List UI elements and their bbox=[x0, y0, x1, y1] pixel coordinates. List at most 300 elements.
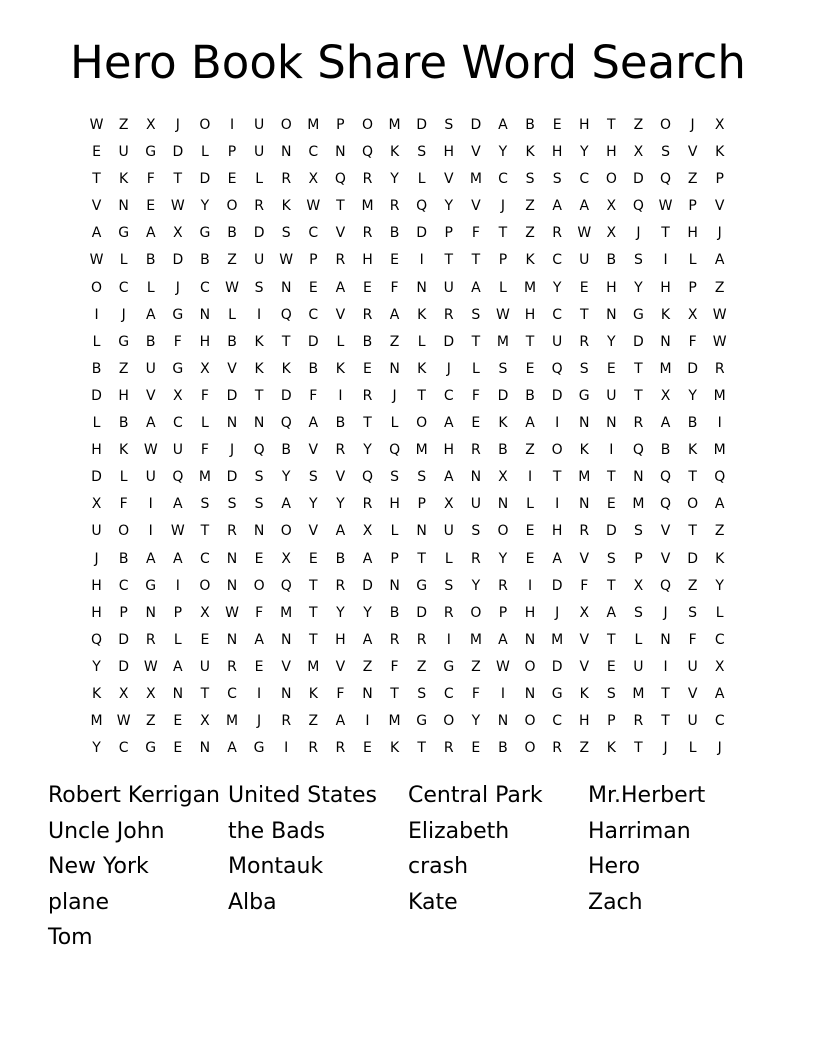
grid-letter: A bbox=[281, 496, 291, 513]
grid-letter: H bbox=[335, 631, 346, 648]
grid-letter: A bbox=[714, 252, 725, 269]
grid-letter: O bbox=[524, 713, 536, 730]
grid-letter: Q bbox=[361, 144, 373, 161]
grid-letter: R bbox=[335, 577, 346, 594]
word-list-item: Tom bbox=[48, 925, 93, 950]
grid-letter: V bbox=[308, 523, 319, 540]
grid-letter: T bbox=[661, 713, 670, 730]
grid-letter: N bbox=[199, 740, 211, 757]
grid-letter: A bbox=[606, 604, 617, 621]
grid-row bbox=[83, 573, 735, 600]
grid-letter: W bbox=[143, 442, 158, 459]
grid-letter: H bbox=[551, 144, 563, 161]
grid-letter: Y bbox=[579, 144, 589, 161]
grid-letter: M bbox=[307, 658, 320, 675]
grid-letter: Z bbox=[687, 171, 698, 188]
grid-letter: E bbox=[525, 550, 535, 567]
grid-letter: X bbox=[145, 117, 156, 133]
grid-letter: R bbox=[470, 442, 481, 459]
grid-letter: N bbox=[470, 469, 482, 486]
grid-letter: R bbox=[714, 360, 725, 377]
grid-letter: Y bbox=[363, 604, 372, 621]
grid-letter: J bbox=[636, 225, 641, 242]
grid-row bbox=[83, 247, 735, 274]
grid-letter: S bbox=[254, 496, 264, 513]
grid-letter: M bbox=[524, 279, 537, 296]
grid-letter: Q bbox=[280, 577, 292, 594]
grid-letter: C bbox=[498, 171, 508, 188]
grid-letter: B bbox=[145, 333, 156, 350]
grid-letter: E bbox=[471, 415, 481, 432]
grid-letter: S bbox=[633, 523, 643, 540]
grid-letter: S bbox=[606, 685, 616, 702]
grid-row bbox=[83, 383, 735, 410]
grid-letter: N bbox=[335, 144, 346, 161]
grid-letter: N bbox=[226, 550, 238, 567]
grid-letter: T bbox=[607, 577, 616, 594]
grid-row bbox=[83, 627, 735, 654]
grid-letter: S bbox=[200, 496, 210, 513]
grid-letter: Z bbox=[416, 658, 427, 675]
grid-letter: F bbox=[200, 442, 209, 459]
grid-letter: H bbox=[687, 225, 698, 242]
grid-letter: U bbox=[470, 496, 481, 513]
grid-letter: F bbox=[471, 225, 480, 242]
grid-letter: J bbox=[717, 225, 722, 242]
grid-letter: S bbox=[417, 685, 427, 702]
grid-letter: X bbox=[606, 225, 617, 242]
grid-letter: Q bbox=[660, 469, 672, 486]
grid-letter: B bbox=[91, 360, 102, 377]
grid-letter: R bbox=[362, 387, 373, 404]
grid-letter: I bbox=[148, 496, 153, 513]
grid-letter: O bbox=[226, 198, 238, 215]
grid-letter: N bbox=[416, 523, 427, 540]
grid-letter: K bbox=[525, 252, 535, 269]
grid-letter: Z bbox=[579, 740, 590, 757]
grid-letter: S bbox=[471, 523, 481, 540]
grid-letter: H bbox=[660, 279, 671, 296]
grid-letter: F bbox=[580, 577, 589, 594]
grid-row bbox=[83, 600, 735, 627]
grid-letter: N bbox=[199, 306, 211, 323]
grid-letter: X bbox=[145, 685, 156, 702]
grid-letter: C bbox=[200, 279, 210, 296]
grid-letter: X bbox=[714, 658, 725, 675]
grid-letter: C bbox=[308, 225, 319, 242]
grid-letter: M bbox=[198, 469, 211, 486]
grid-letter: P bbox=[119, 604, 128, 621]
grid-letter: A bbox=[145, 550, 156, 567]
grid-letter: X bbox=[606, 198, 617, 215]
grid-letter: J bbox=[663, 604, 668, 621]
grid-letter: C bbox=[579, 171, 590, 188]
grid-letter: D bbox=[91, 469, 102, 486]
grid-letter: L bbox=[390, 523, 399, 540]
grid-letter: P bbox=[688, 279, 697, 296]
grid-letter: M bbox=[469, 171, 482, 188]
grid-letter: I bbox=[663, 252, 668, 269]
grid-letter: Q bbox=[91, 631, 103, 648]
grid-letter: A bbox=[335, 523, 346, 540]
grid-letter: C bbox=[443, 387, 454, 404]
grid-letter: T bbox=[417, 740, 426, 757]
grid-letter: P bbox=[498, 604, 508, 621]
grid-letter: N bbox=[578, 415, 590, 432]
grid-letter: A bbox=[525, 415, 535, 432]
grid-letter: R bbox=[552, 225, 562, 242]
grid-letter: L bbox=[201, 144, 209, 161]
grid-letter: G bbox=[118, 333, 130, 350]
grid-letter: Y bbox=[92, 658, 101, 675]
grid-letter: D bbox=[633, 171, 644, 188]
grid-letter: D bbox=[416, 225, 428, 242]
grid-letter: H bbox=[578, 117, 590, 133]
grid-letter: A bbox=[227, 740, 237, 757]
grid-letter: A bbox=[498, 631, 508, 648]
grid-letter: I bbox=[338, 387, 343, 404]
grid-row bbox=[83, 275, 735, 302]
grid-letter: J bbox=[121, 306, 126, 323]
grid-letter: R bbox=[362, 225, 373, 242]
grid-letter: H bbox=[362, 252, 373, 269]
grid-letter: W bbox=[577, 225, 592, 242]
grid-letter: B bbox=[389, 604, 400, 621]
grid-letter: P bbox=[634, 550, 643, 567]
grid-letter: C bbox=[552, 306, 563, 323]
grid-letter: P bbox=[715, 171, 724, 188]
grid-row bbox=[83, 139, 735, 166]
grid-letter: A bbox=[714, 685, 725, 702]
grid-letter: X bbox=[281, 550, 291, 567]
grid-letter: E bbox=[173, 713, 183, 730]
grid-letter: L bbox=[417, 333, 426, 350]
grid-letter: I bbox=[94, 306, 99, 323]
grid-letter: Y bbox=[498, 144, 508, 161]
grid-letter: K bbox=[119, 171, 129, 188]
word-list-item: Zach bbox=[588, 889, 643, 915]
grid-letter: L bbox=[146, 279, 155, 296]
grid-letter: M bbox=[578, 469, 591, 486]
grid-letter: D bbox=[199, 171, 211, 188]
grid-row bbox=[83, 166, 735, 193]
grid-letter: T bbox=[498, 225, 508, 242]
grid-letter: L bbox=[688, 740, 697, 757]
grid-letter: E bbox=[254, 658, 264, 675]
grid-letter: X bbox=[498, 469, 508, 486]
grid-letter: V bbox=[335, 658, 346, 675]
grid-letter: Z bbox=[118, 360, 129, 377]
grid-letter: B bbox=[118, 415, 129, 432]
grid-letter: L bbox=[526, 496, 534, 513]
grid-letter: D bbox=[687, 360, 698, 377]
grid-letter: I bbox=[257, 306, 262, 323]
grid-letter: T bbox=[309, 577, 318, 594]
grid-letter: U bbox=[145, 469, 156, 486]
grid-letter: I bbox=[555, 415, 560, 432]
grid-letter: Z bbox=[525, 442, 535, 459]
grid-letter: N bbox=[253, 523, 265, 540]
grid-letter: U bbox=[443, 523, 454, 540]
grid-letter: L bbox=[173, 631, 182, 648]
grid-letter: M bbox=[361, 198, 374, 215]
grid-letter: A bbox=[579, 198, 590, 215]
grid-letter: K bbox=[417, 360, 427, 377]
grid-letter: N bbox=[172, 685, 184, 702]
grid-letter: N bbox=[389, 577, 400, 594]
grid-letter: A bbox=[552, 550, 562, 567]
grid-letter: D bbox=[253, 225, 265, 242]
grid-letter: U bbox=[91, 523, 102, 540]
grid-letter: T bbox=[634, 387, 643, 404]
grid-letter: B bbox=[200, 252, 210, 269]
grid-letter: S bbox=[552, 171, 562, 188]
grid-letter: A bbox=[335, 279, 346, 296]
grid-letter: N bbox=[389, 360, 400, 377]
word-list-item: Harriman bbox=[588, 818, 691, 844]
grid-letter: R bbox=[308, 740, 319, 757]
grid-letter: T bbox=[363, 415, 372, 432]
grid-letter: D bbox=[551, 577, 563, 594]
grid-letter: I bbox=[284, 740, 289, 757]
grid-letter: Z bbox=[633, 117, 644, 133]
grid-letter: V bbox=[443, 171, 454, 188]
grid-letter: N bbox=[578, 496, 590, 513]
grid-letter: T bbox=[254, 387, 264, 404]
grid-letter: V bbox=[471, 198, 481, 215]
grid-letter: Q bbox=[660, 171, 672, 188]
grid-letter: D bbox=[551, 658, 563, 675]
grid-letter: R bbox=[145, 631, 156, 648]
grid-letter: E bbox=[363, 360, 372, 377]
grid-letter: J bbox=[175, 279, 180, 296]
grid-letter: Q bbox=[280, 306, 292, 323]
grid-letter: O bbox=[416, 415, 428, 432]
grid-letter: H bbox=[578, 713, 590, 730]
word-list-item: Hero bbox=[588, 854, 641, 879]
grid-letter: K bbox=[119, 442, 129, 459]
grid-letter: Z bbox=[362, 658, 373, 675]
grid-letter: H bbox=[389, 496, 400, 513]
grid-letter: K bbox=[525, 144, 535, 161]
grid-letter: L bbox=[390, 415, 399, 432]
grid-letter: H bbox=[524, 604, 536, 621]
grid-letter: C bbox=[443, 685, 454, 702]
grid-letter: Z bbox=[118, 117, 129, 133]
grid-letter: N bbox=[226, 631, 238, 648]
grid-letter: Y bbox=[281, 469, 291, 486]
grid-letter: L bbox=[417, 171, 426, 188]
grid-letter: H bbox=[443, 144, 455, 161]
grid-row bbox=[83, 708, 735, 735]
grid-letter: H bbox=[199, 333, 211, 350]
grid-letter: K bbox=[389, 144, 400, 161]
grid-letter: R bbox=[281, 171, 292, 188]
grid-letter: H bbox=[91, 577, 102, 594]
letter-grid bbox=[83, 112, 735, 762]
grid-letter: G bbox=[416, 713, 428, 730]
grid-letter: O bbox=[660, 117, 672, 133]
grid-letter: A bbox=[389, 306, 400, 323]
grid-letter: W bbox=[496, 658, 510, 675]
grid-letter: V bbox=[687, 685, 698, 702]
grid-letter: T bbox=[417, 387, 426, 404]
grid-letter: I bbox=[527, 469, 533, 486]
grid-letter: N bbox=[660, 631, 671, 648]
grid-letter: O bbox=[605, 171, 617, 188]
grid-letter: N bbox=[145, 604, 156, 621]
grid-letter: E bbox=[525, 523, 535, 540]
grid-letter: S bbox=[525, 171, 535, 188]
grid-letter: J bbox=[446, 360, 451, 377]
grid-letter: A bbox=[173, 550, 183, 567]
grid-letter: Y bbox=[471, 577, 481, 594]
grid-row bbox=[83, 654, 735, 681]
grid-letter: Y bbox=[471, 713, 481, 730]
grid-letter: E bbox=[363, 740, 372, 757]
grid-letter: E bbox=[390, 252, 399, 269]
grid-letter: W bbox=[89, 117, 104, 133]
grid-letter: S bbox=[633, 604, 643, 621]
grid-letter: D bbox=[416, 117, 428, 133]
grid-letter: F bbox=[309, 387, 318, 404]
grid-letter: C bbox=[118, 279, 129, 296]
grid-letter: L bbox=[119, 469, 128, 486]
grid-letter: S bbox=[227, 496, 237, 513]
grid-letter: X bbox=[633, 144, 644, 161]
grid-letter: W bbox=[658, 198, 673, 215]
grid-letter: L bbox=[688, 252, 697, 269]
grid-letter: R bbox=[254, 198, 264, 215]
grid-letter: E bbox=[308, 279, 318, 296]
grid-letter: D bbox=[307, 333, 319, 350]
grid-letter: P bbox=[688, 198, 697, 215]
grid-row bbox=[83, 410, 735, 437]
grid-letter: W bbox=[279, 252, 294, 269]
grid-letter: D bbox=[226, 469, 238, 486]
grid-letter: K bbox=[688, 442, 698, 459]
grid-letter: W bbox=[89, 252, 104, 269]
grid-letter: L bbox=[444, 550, 453, 567]
grid-letter: G bbox=[145, 740, 157, 757]
grid-row bbox=[83, 546, 735, 573]
grid-letter: M bbox=[388, 117, 401, 133]
grid-letter: F bbox=[688, 631, 697, 648]
grid-letter: Y bbox=[634, 279, 643, 296]
grid-letter: O bbox=[280, 117, 292, 133]
grid-letter: F bbox=[688, 333, 697, 350]
grid-letter: S bbox=[471, 306, 481, 323]
grid-letter: P bbox=[336, 117, 345, 133]
grid-letter: W bbox=[170, 523, 185, 540]
grid-letter: Z bbox=[714, 279, 725, 296]
grid-letter: V bbox=[714, 198, 725, 215]
grid-letter: V bbox=[91, 198, 102, 215]
grid-letter: Z bbox=[227, 252, 237, 269]
grid-letter: S bbox=[633, 252, 643, 269]
grid-letter: L bbox=[634, 631, 643, 648]
grid-letter: A bbox=[145, 225, 156, 242]
grid-letter: A bbox=[145, 306, 156, 323]
grid-letter: B bbox=[687, 415, 698, 432]
grid-letter: O bbox=[199, 117, 211, 133]
grid-letter: A bbox=[471, 279, 481, 296]
grid-letter: I bbox=[229, 117, 235, 133]
grid-letter: K bbox=[91, 685, 102, 702]
grid-letter: T bbox=[552, 469, 562, 486]
grid-letter: Q bbox=[280, 415, 292, 432]
grid-letter: J bbox=[257, 713, 262, 730]
grid-letter: V bbox=[335, 225, 346, 242]
grid-letter: G bbox=[253, 740, 265, 757]
grid-letter: M bbox=[713, 442, 726, 459]
grid-letter: N bbox=[524, 631, 536, 648]
grid-letter: K bbox=[715, 550, 725, 567]
grid-letter: R bbox=[552, 740, 562, 757]
grid-letter: W bbox=[116, 713, 131, 730]
grid-letter: D bbox=[687, 550, 698, 567]
grid-letter: S bbox=[688, 604, 698, 621]
grid-letter: R bbox=[443, 740, 454, 757]
grid-letter: O bbox=[280, 523, 292, 540]
grid-letter: H bbox=[118, 387, 129, 404]
word-list-item: Montauk bbox=[228, 854, 324, 879]
grid-letter: O bbox=[253, 577, 265, 594]
grid-letter: M bbox=[225, 713, 239, 730]
grid-letter: O bbox=[443, 713, 455, 730]
grid-letter: Y bbox=[607, 333, 616, 350]
grid-letter: A bbox=[308, 415, 319, 432]
grid-letter: U bbox=[552, 333, 563, 350]
grid-letter: H bbox=[443, 442, 455, 459]
grid-letter: A bbox=[362, 631, 373, 648]
grid-letter: Z bbox=[714, 523, 725, 540]
grid-letter: G bbox=[199, 225, 211, 242]
grid-letter: P bbox=[607, 713, 616, 730]
grid-letter: N bbox=[118, 198, 129, 215]
grid-letter: T bbox=[200, 523, 210, 540]
grid-letter: V bbox=[687, 144, 698, 161]
grid-letter: C bbox=[118, 577, 129, 594]
grid-letter: U bbox=[199, 658, 211, 675]
grid-letter: K bbox=[579, 442, 589, 459]
grid-letter: U bbox=[118, 144, 129, 161]
grid-letter: G bbox=[578, 387, 590, 404]
grid-letter: G bbox=[118, 225, 130, 242]
grid-letter: A bbox=[362, 550, 373, 567]
grid-letter: B bbox=[389, 225, 400, 242]
grid-letter: T bbox=[309, 604, 318, 621]
grid-letter: X bbox=[687, 306, 698, 323]
grid-letter: R bbox=[579, 523, 590, 540]
grid-letter: T bbox=[607, 631, 616, 648]
grid-letter: K bbox=[579, 685, 589, 702]
grid-row bbox=[83, 735, 735, 762]
grid-letter: A bbox=[254, 631, 264, 648]
grid-letter: I bbox=[365, 713, 370, 730]
grid-letter: V bbox=[660, 523, 671, 540]
grid-letter: O bbox=[524, 740, 536, 757]
grid-letter: D bbox=[280, 387, 292, 404]
grid-letter: B bbox=[227, 225, 237, 242]
grid-letter: Q bbox=[660, 496, 672, 513]
page-title: Hero Book Share Word Search bbox=[70, 36, 746, 89]
grid-letter: M bbox=[632, 685, 645, 702]
grid-letter: V bbox=[308, 442, 319, 459]
word-list-item: Central Park bbox=[408, 783, 543, 808]
grid-letter: R bbox=[470, 550, 481, 567]
grid-letter: Z bbox=[308, 713, 319, 730]
